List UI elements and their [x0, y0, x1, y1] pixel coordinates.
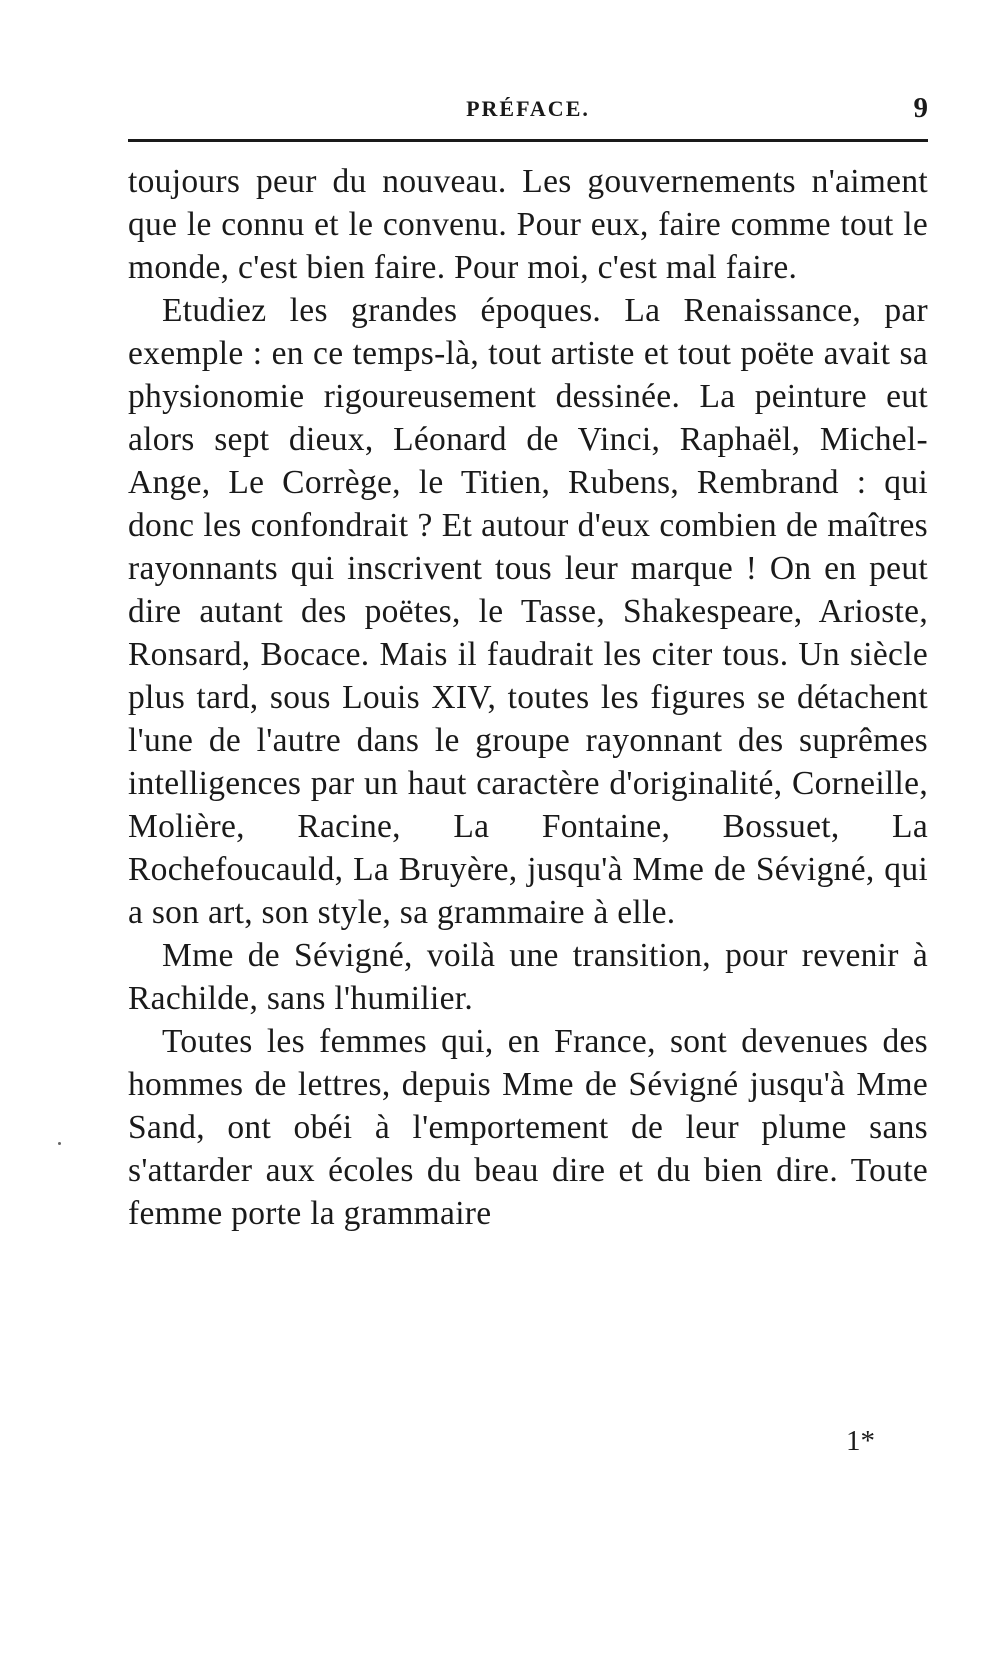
page-number: 9	[913, 92, 928, 124]
signature-mark: 1*	[846, 1425, 875, 1457]
paragraph-3: Mme de Sévigné, voilà une transition, pour revenir à Rachilde, sans l'humilier.	[128, 937, 928, 1017]
paragraph-1: toujours peur du nouveau. Les gouvernements n'aiment que le connu et le convenu. Pour eux, faire comme tout le monde, c'est bien faire. Pour moi, c'est mal faire.	[128, 163, 928, 286]
header-rule	[128, 139, 928, 142]
paragraph-4: Toutes les femmes qui, en France, sont devenues des hommes de lettres, depuis Mme de Sévigné jusqu'à Mme Sand, ont obéi à l'emportement de leur plume sans s'attarder aux écoles du beau dire et du bien dire. Toute femme porte la grammaire	[128, 1023, 928, 1232]
running-title: PRÉFACE.	[466, 96, 590, 121]
running-head	[128, 92, 928, 132]
body-text	[128, 160, 928, 1235]
paragraph-2: Etudiez les grandes époques. La Renaissance, par exemple : en ce temps-là, tout artiste et tout poëte avait sa physionomie rigoureusement dessinée. La peinture eut alors sept dieux, Léonard de Vinci, Raphaël, Michel-Ange, Le Corrège, le Titien, Rubens, Rembrand : qui donc les confondrait ? Et autour d'eux combien de maîtres rayonnants qui inscrivent tous leur marque ! On en peut dire autant des poëtes, le Tasse, Shakespeare, Arioste, Ronsard, Bocace. Mais il faudrait les citer tous. Un siècle plus tard, sous Louis XIV, toutes les figures se détachent l'une de l'autre dans le groupe rayonnant des suprêmes intelligences par un haut caractère d'originalité, Corneille, Molière, Racine, La Fontaine, Bossuet, La Rochefoucauld, La Bruyère, jusqu'à Mme de Sévigné, qui a son art, son style, sa grammaire à elle.	[128, 292, 928, 931]
margin-speck	[58, 1142, 61, 1145]
